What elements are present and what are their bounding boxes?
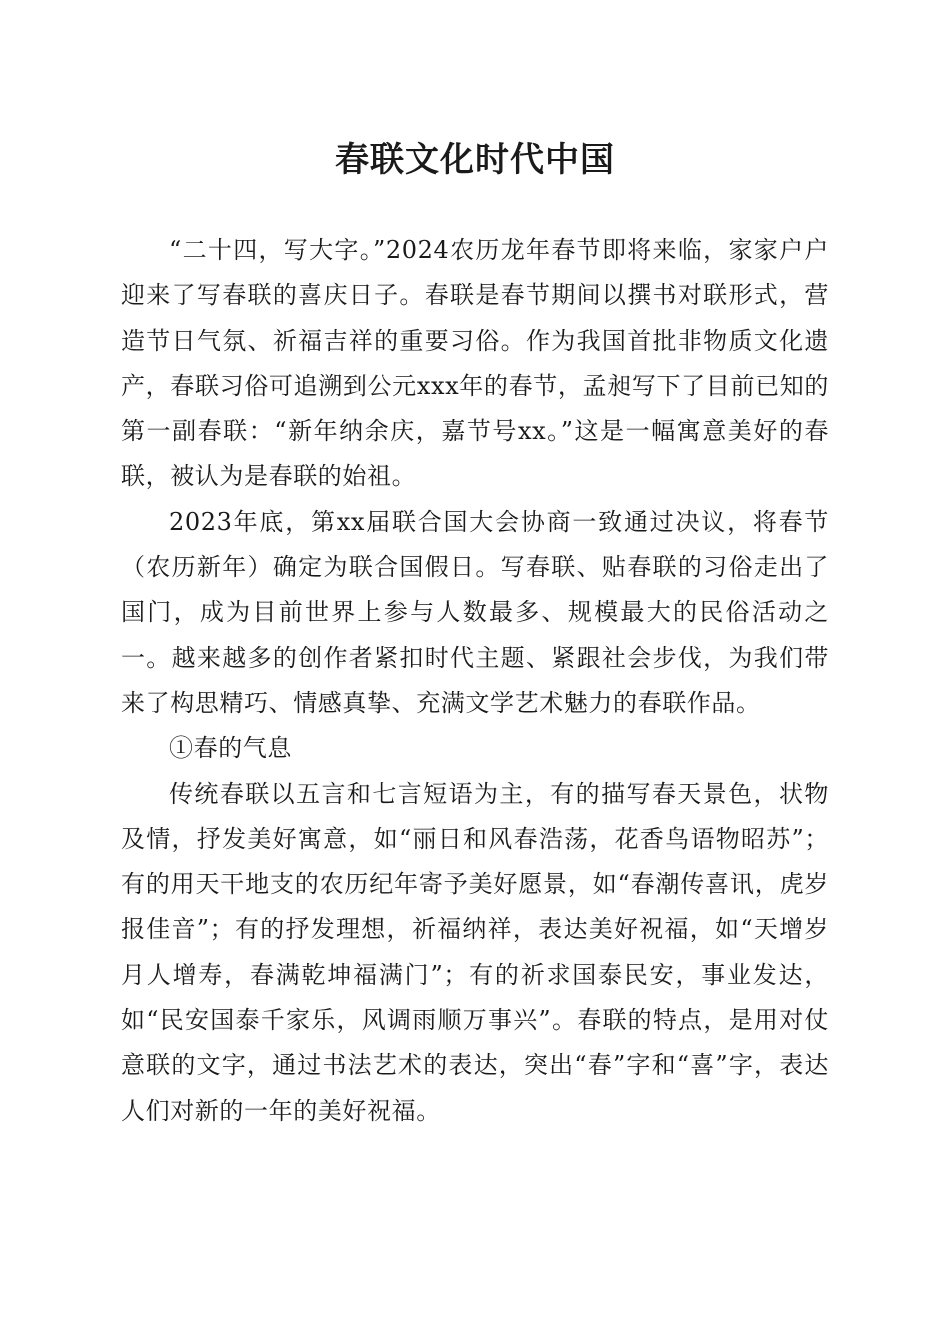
paragraph-intro: “二十四，写大字。”2024农历龙年春节即将来临，家家户户迎来了写春联的喜庆日子。春联是春节期间以撰书对联形式，营造节日气氛、祈福吉祥的重要习俗。作为我国首批非物质文化遗产，春联习俗可追溯到公元xxx年的春节，孟昶写下了目前已知的第一副春联：“新年纳余庆，嘉节号xx。”这是一幅寓意美好的春联，被认为是春联的始祖。 — [121, 236, 829, 491]
section-heading-spring: ①春的气息 — [169, 734, 292, 763]
document-body — [121, 228, 829, 1134]
paragraph-traditional-couplets: 传统春联以五言和七言短语为主，有的描写春天景色，状物及情，抒发美好寓意，如“丽日和风春浩荡，花香鸟语物昭苏”；有的用天干地支的农历纪年寄予美好愿景，如“春潮传喜讯，虎岁报佳音”；有的抒发理想，祈福纳祥，表达美好祝福，如“天增岁月人增寿，春满乾坤福满门”；有的祈求国泰民安，事业发达，如“民安国泰千家乐，风调雨顺万事兴”。春联的特点，是用对仗意联的文字，通过书法艺术的表达，突出“春”字和“喜”字，表达人们对新的一年的美好祝福。 — [121, 779, 829, 1125]
paragraph-un-holiday: 2023年底，第xx届联合国大会协商一致通过决议，将春节（农历新年）确定为联合国假日。写春联、贴春联的习俗走出了国门，成为目前世界上参与人数最多、规模最大的民俗活动之一。越来越多的创作者紧扣时代主题、紧跟社会步伐，为我们带来了构思精巧、情感真挚、充满文学艺术魅力的春联作品。 — [121, 507, 829, 717]
document-title: 春联文化时代中国 — [335, 140, 615, 180]
